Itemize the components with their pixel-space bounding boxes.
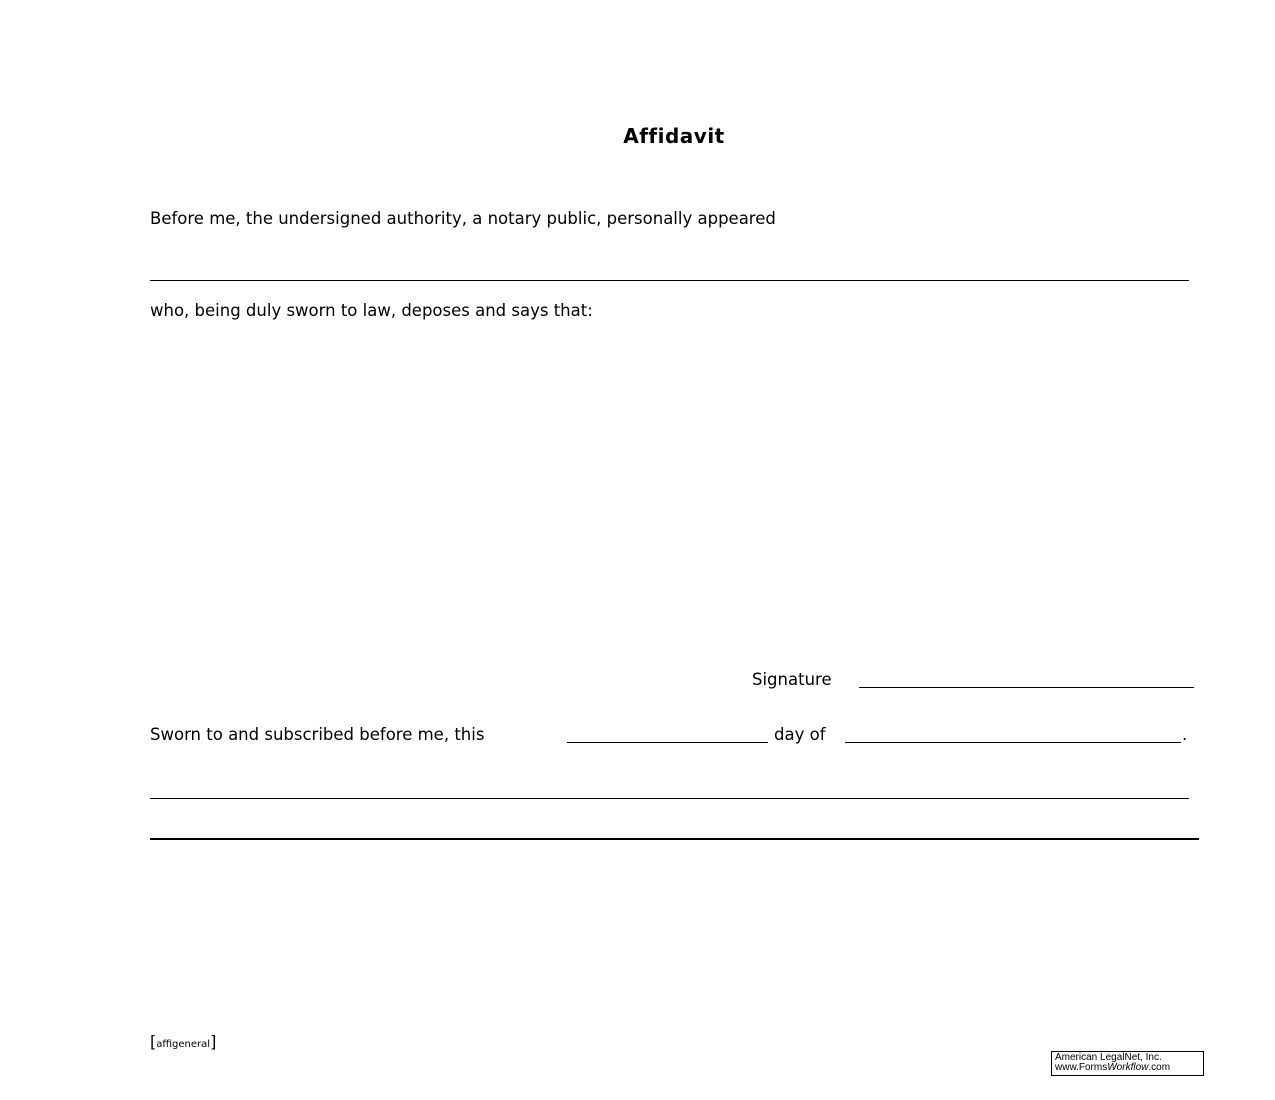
day-of-text: day of (774, 725, 826, 744)
form-code-text: affigeneral (156, 1039, 211, 1050)
document-title: Affidavit (623, 124, 725, 148)
month-line[interactable] (845, 742, 1181, 743)
form-code: [affigeneral] (150, 1032, 217, 1051)
signature-line[interactable] (859, 687, 1194, 688)
affiant-name-line[interactable] (150, 280, 1189, 281)
publisher-badge (1051, 1051, 1204, 1076)
notary-signature-line[interactable] (150, 798, 1189, 799)
url-prefix: www.Forms (1055, 1062, 1108, 1073)
day-line[interactable] (567, 742, 768, 743)
publisher-url (1055, 1063, 1200, 1073)
sworn-text: Sworn to and subscribed before me, this (150, 725, 485, 744)
url-suffix: .com (1148, 1062, 1171, 1073)
deposes-text: who, being duly sworn to law, deposes and says that: (150, 301, 593, 320)
divider-rule (150, 838, 1199, 840)
url-italic: Workflow (1107, 1062, 1149, 1073)
signature-label: Signature (752, 670, 832, 689)
publisher-name: American LegalNet, Inc. (1055, 1052, 1162, 1063)
intro-text: Before me, the undersigned authority, a notary public, personally appeared (150, 209, 776, 228)
period: . (1182, 725, 1188, 744)
